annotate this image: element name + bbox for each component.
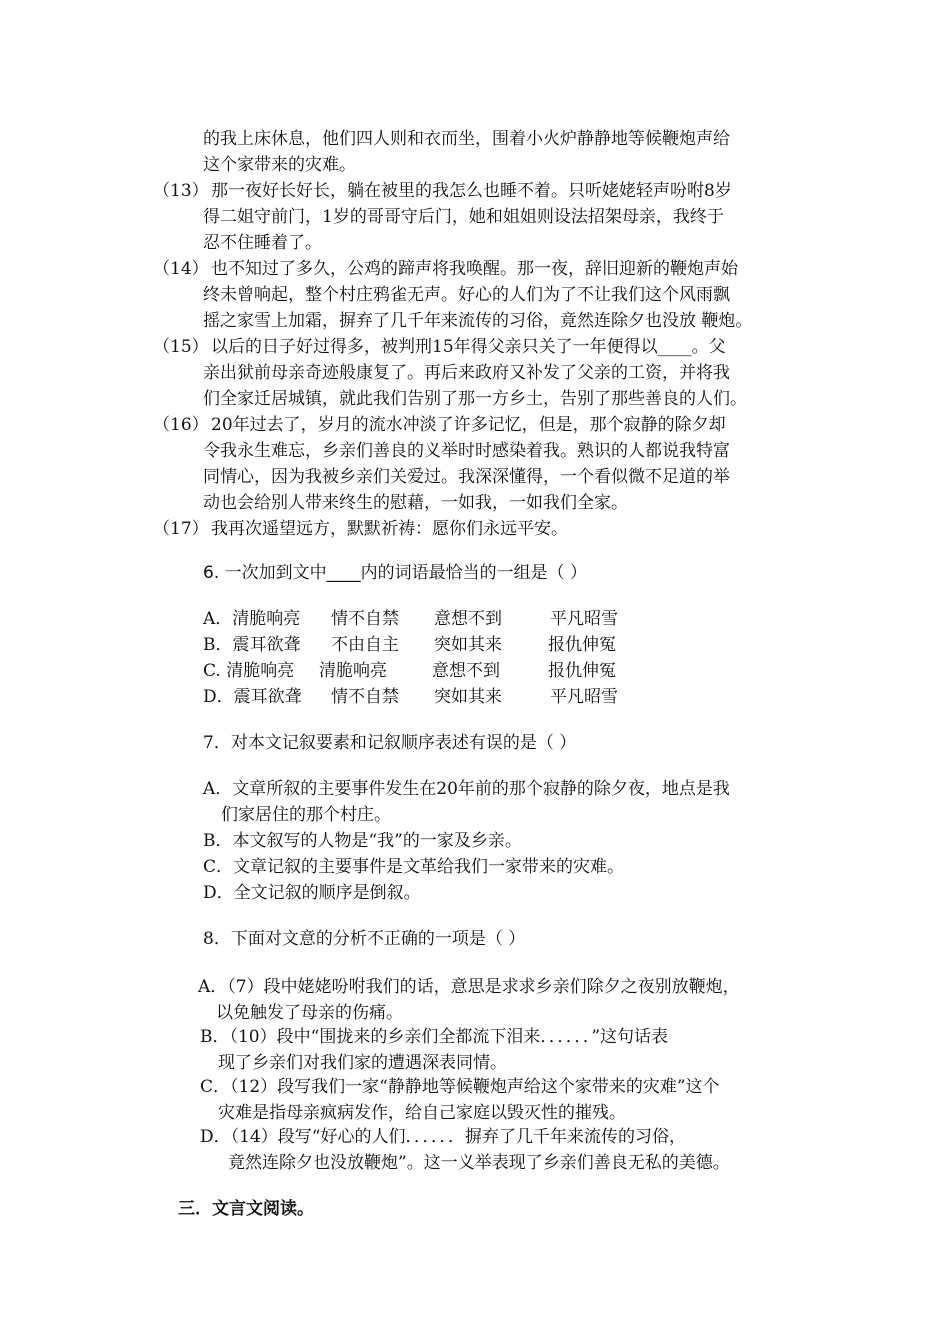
q8-option-c-line-1: C．（12）段写我们一家“静静地等候鞭炮声给这个家带来的灾难”这个 bbox=[200, 1077, 720, 1097]
para-15-line-2: 亲出狱前母亲奇迹般康复了。再后来政府又补发了父亲的工资，并将我 bbox=[203, 363, 730, 383]
q6-option-d-1: D．震耳欲聋 bbox=[203, 687, 302, 707]
para-14-number: （14） bbox=[153, 259, 209, 279]
q8-option-a-line-1: A．（7）段中姥姥吩咐我们的话，意思是求求乡亲们除夕之夜别放鞭炮， bbox=[198, 977, 740, 997]
para-16-line-1: 20年过去了，岁月的流水冲淡了许多记忆，但是，那个寂静的除夕却 bbox=[211, 415, 726, 435]
para-12-line-2: 这个家带来的灾难。 bbox=[203, 155, 356, 175]
para-16-number: （16） bbox=[153, 415, 209, 435]
q8-option-c-line-2: 灾难是指母亲疯病发作，给自己家庭以毁灭性的摧残。 bbox=[218, 1103, 626, 1123]
q8-option-a-line-2: 以免触发了母亲的伤痛。 bbox=[216, 1003, 403, 1023]
section-3-title: 三．文言文阅读。 bbox=[178, 1199, 314, 1219]
q8-option-d-line-2: 竟然连除夕也没放鞭炮”。这一义举表现了乡亲们善良无私的美德。 bbox=[228, 1153, 730, 1173]
q8-option-b-line-1: B．（10）段中“围拢来的乡亲们全都流下泪来．．．．．．”这句话表 bbox=[200, 1027, 669, 1047]
q6-option-c-4: 报仇伸冤 bbox=[548, 661, 616, 681]
question-6-stem: 6. 一次加到文中____内的词语最恰当的一组是（ ） bbox=[203, 563, 588, 583]
para-12-line-1: 的我上床休息，他们四人则和衣而坐，围着小火炉静静地等候鞭炮声给 bbox=[203, 129, 730, 149]
para-13-line-2: 得二姐守前门，1岁的哥哥守后门，她和姐姐则设法招架母亲，我终于 bbox=[203, 207, 724, 227]
para-13-line-3: 忍不住睡着了。 bbox=[203, 233, 322, 253]
para-16-line-3: 同情心，因为我被乡亲们关爱过。我深深懂得，一个看似微不足道的举 bbox=[203, 467, 730, 487]
q7-option-c: C．文章记叙的主要事件是文革给我们一家带来的灾难。 bbox=[203, 857, 625, 877]
para-15-number: （15） bbox=[153, 337, 209, 357]
q6-option-a-3: 意想不到 bbox=[434, 609, 502, 629]
q6-option-d-2: 情不自禁 bbox=[331, 687, 399, 707]
para-17-line-1: 我再次遥望远方，默默祈祷：愿你们永远平安。 bbox=[211, 519, 568, 539]
q6-option-b-3: 突如其来 bbox=[434, 635, 502, 655]
para-14-line-1: 也不知过了多久，公鸡的蹄声将我唤醒。那一夜，辞旧迎新的鞭炮声始 bbox=[211, 259, 738, 279]
q6-option-a-2: 情不自禁 bbox=[331, 609, 399, 629]
q7-option-a-line-2: 们家居住的那个村庄。 bbox=[221, 805, 391, 825]
q6-option-c-1: C. 清脆响亮 bbox=[203, 661, 295, 681]
q7-option-a-line-1: A．文章所叙的主要事件发生在20年前的那个寂静的除夕夜，地点是我 bbox=[203, 779, 730, 799]
para-16-line-2: 令我永生难忘，乡亲们善良的义举时时感染着我。熟识的人都说我特富 bbox=[203, 441, 730, 461]
q6-option-b-4: 报仇伸冤 bbox=[548, 635, 616, 655]
para-13-line-1: 那一夜好长好长，躺在被里的我怎么也睡不着。只听姥姥轻声吩咐8岁 bbox=[211, 181, 732, 201]
question-8-stem: 8．下面对文意的分析不正确的一项是（ ） bbox=[203, 929, 526, 949]
para-15-line-3: 们全家迁居城镇，就此我们告别了那一方乡土，告别了那些善良的人们。 bbox=[203, 389, 747, 409]
para-14-line-3: 摇之家雪上加霜，摒弃了几千年来流传的习俗，竟然连除夕也没放 鞭炮。 bbox=[203, 311, 753, 331]
q8-option-b-line-2: 现了乡亲们对我们家的遭遇深表同情。 bbox=[218, 1053, 507, 1073]
para-16-line-4: 动也会给别人带来终生的慰藉，一如我，一如我们全家。 bbox=[203, 493, 628, 513]
q8-option-d-line-1: D．（14）段写“好心的人们．．．．．．摒弃了几千年来流传的习俗， bbox=[200, 1127, 686, 1147]
q6-option-d-4: 平凡昭雪 bbox=[550, 687, 618, 707]
q7-option-d: D．全文记叙的顺序是倒叙。 bbox=[203, 883, 421, 903]
q6-option-d-3: 突如其来 bbox=[434, 687, 502, 707]
para-14-line-2: 终未曾响起，整个村庄鸦雀无声。好心的人们为了不让我们这个风雨飘 bbox=[203, 285, 730, 305]
para-17-number: （17） bbox=[153, 519, 209, 539]
q6-option-b-1: B．震耳欲聋 bbox=[203, 635, 301, 655]
q6-option-c-3: 意想不到 bbox=[432, 661, 500, 681]
question-7-stem: 7．对本文记叙要素和记叙顺序表述有误的是（ ） bbox=[203, 733, 577, 753]
q7-option-b: B．本文叙写的人物是“我”的一家及乡亲。 bbox=[203, 831, 522, 851]
para-15-line-1: 以后的日子好过得多，被判刑15年得父亲只关了一年便得以____。父 bbox=[211, 337, 726, 357]
q6-option-c-2: 清脆响亮 bbox=[319, 661, 387, 681]
q6-option-b-2: 不由自主 bbox=[331, 635, 399, 655]
q6-option-a-1: A．清脆响亮 bbox=[203, 609, 301, 629]
q6-option-a-4: 平凡昭雪 bbox=[550, 609, 618, 629]
para-13-number: （13） bbox=[153, 181, 209, 201]
